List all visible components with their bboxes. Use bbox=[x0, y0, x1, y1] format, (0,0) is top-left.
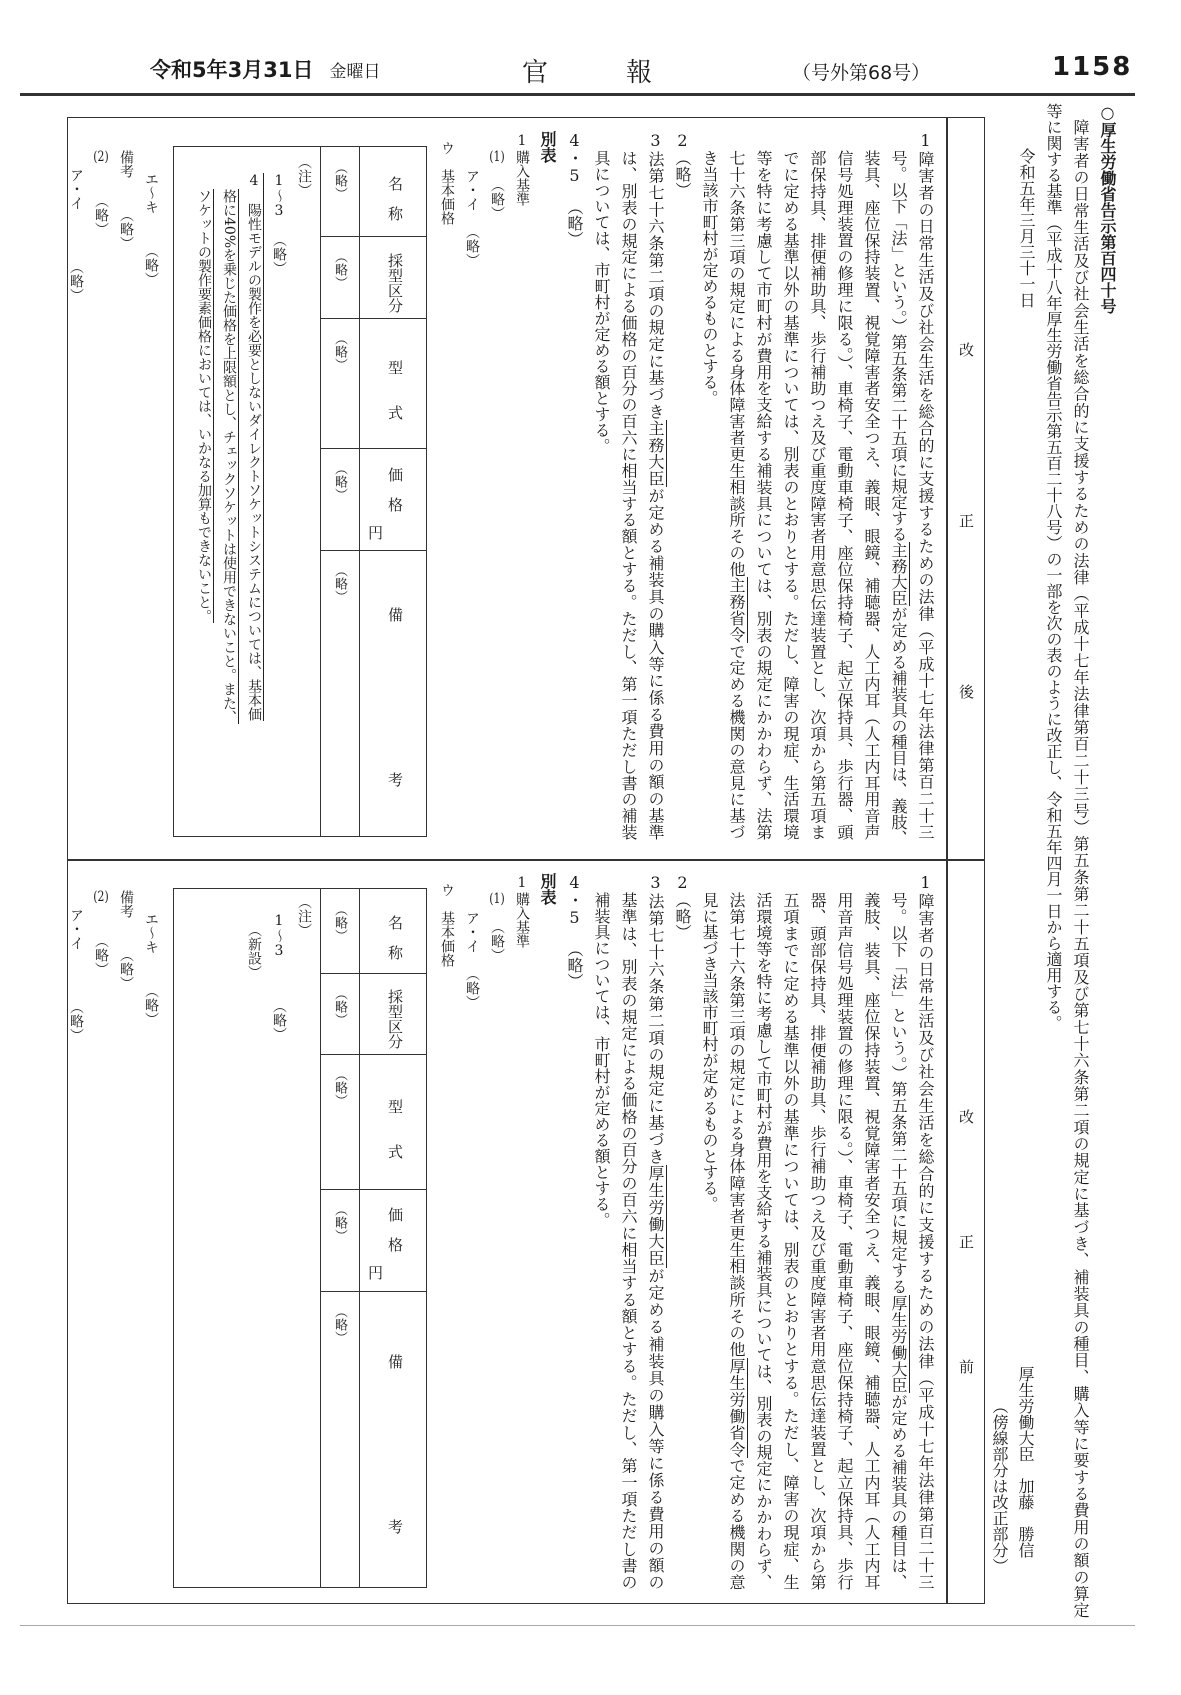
appendix-subitem bbox=[484, 131, 509, 840]
paragraph-line: は、別表の規定による価格の百分の百六に相当する額とする。ただし、第一項ただし書の補装 bbox=[619, 150, 638, 840]
paragraph-line: 活環境等を特に考慮して市町村が費用を支給する補装具については、別表の規定にかかわらず、 bbox=[754, 892, 773, 1591]
column-header-name bbox=[360, 901, 426, 973]
trailing-item bbox=[88, 890, 113, 1042]
paragraph-number: 4・5 bbox=[565, 131, 584, 185]
paragraph-2 bbox=[669, 131, 696, 840]
trailing-item bbox=[138, 150, 163, 302]
item-text: （略） bbox=[118, 948, 134, 990]
paragraph-line: 用音声信号処理装置の修理に限る。）、車椅子、電動車椅子、座位保持椅子、起立保持具、歩行 bbox=[835, 892, 854, 1590]
table-cell bbox=[321, 1291, 359, 1587]
item-label: ア・イ bbox=[464, 911, 480, 953]
appendix-title: 別表 bbox=[538, 873, 557, 905]
item-text: 基本価格 bbox=[439, 169, 455, 225]
after-text bbox=[434, 131, 939, 846]
amended-text: 厚生労働大臣 bbox=[646, 1165, 665, 1268]
issue-weekday: 金曜日 bbox=[329, 62, 381, 82]
note-number: 1～3 bbox=[271, 913, 287, 959]
header-text: 採型区分 bbox=[386, 989, 404, 1049]
header-text: 価 格 bbox=[386, 1206, 404, 1252]
header-after-revision bbox=[948, 117, 985, 859]
amended-text: 厚生労働大臣 bbox=[889, 1294, 908, 1394]
note-line bbox=[216, 155, 241, 825]
trailing-item bbox=[63, 890, 88, 1042]
line-text: 七十六条第三項の規定による身体障害者更生相談所その他 bbox=[727, 150, 746, 578]
paragraph-number: 2 bbox=[673, 131, 692, 150]
item-text: （略） bbox=[68, 1000, 84, 1042]
appendix-subitem bbox=[434, 131, 459, 840]
column-header-price bbox=[360, 459, 426, 519]
column-header-remarks bbox=[360, 597, 426, 837]
column-header-price bbox=[360, 1199, 426, 1259]
amended-text bbox=[246, 173, 264, 721]
paragraph-line: 部保持具、排便補助具、歩行補助つえ及び重度障害者用意思伝達装置とし、次項から第五項ま bbox=[808, 150, 827, 841]
line-text: 号。以下「法」という。）第五条第二十五項に規定する bbox=[889, 150, 908, 542]
price-unit: 円 bbox=[366, 525, 384, 540]
paragraph-number: 4・5 bbox=[565, 873, 584, 927]
paragraph-line bbox=[885, 873, 912, 1590]
header-text: 備 考 bbox=[386, 607, 404, 827]
appendix-subitem bbox=[484, 873, 509, 1590]
note-item bbox=[241, 155, 266, 825]
line-text: （略） bbox=[673, 150, 692, 198]
table-cell bbox=[321, 1189, 359, 1291]
item-text: （略） bbox=[464, 225, 480, 267]
issue-number: （号外第68号） bbox=[792, 62, 931, 84]
line-text: が定める補装具の種目は、義肢、 bbox=[889, 606, 908, 846]
paragraph-number: 1 bbox=[916, 131, 935, 150]
header-char: 正 bbox=[957, 1234, 975, 1249]
paragraph-line bbox=[723, 131, 750, 840]
appendix-item bbox=[509, 873, 534, 1590]
item-label: (2) bbox=[93, 150, 109, 164]
item-label: エ～キ bbox=[143, 912, 159, 954]
notice-date: 令和五年三月三十一日 bbox=[1017, 148, 1036, 308]
cell-text: （略） bbox=[332, 462, 347, 501]
cell-text: （略） bbox=[332, 161, 347, 200]
item-text: （略） bbox=[68, 260, 84, 302]
column-header-mold-type bbox=[360, 247, 426, 319]
table-divider bbox=[67, 859, 985, 861]
line-text: が定める補装具の購入等に係る費用の額の bbox=[646, 1267, 665, 1591]
issue-date-group bbox=[150, 54, 380, 84]
table-cell bbox=[321, 1054, 359, 1189]
item-number: 1 bbox=[514, 132, 530, 149]
line-text: 法第七十六条第三項の規定による身体障害者更生相談所その他 bbox=[727, 892, 746, 1358]
paragraph-line: 信号処理装置の修理に限る。）、車椅子、電動車椅子、座位保持椅子、起立保持具、歩行器、頭 bbox=[835, 150, 854, 840]
item-text: 基本価格 bbox=[439, 911, 455, 967]
table-cell bbox=[321, 973, 359, 1054]
table-cell bbox=[321, 550, 359, 836]
trailing-item bbox=[138, 890, 163, 1042]
header-text: 採型区分 bbox=[386, 253, 404, 313]
item-text: 購入基準 bbox=[514, 150, 530, 206]
header-before-revision bbox=[948, 859, 985, 1604]
item-text: （略） bbox=[143, 244, 159, 286]
note-item bbox=[266, 895, 291, 1565]
header-rule bbox=[20, 93, 1135, 96]
column-header-model bbox=[360, 332, 426, 448]
header-text: 備 考 bbox=[386, 1354, 404, 1574]
paragraph-line: 器、頭部保持具、排便補助具、歩行補助つえ及び重度障害者用意思伝達装置とし、次項から第 bbox=[808, 892, 827, 1590]
header-text: 型 式 bbox=[386, 360, 404, 420]
item-text: （略） bbox=[489, 920, 505, 962]
paragraph-number: 3 bbox=[646, 131, 665, 150]
column-header-mold-type bbox=[360, 984, 426, 1054]
footer-rule bbox=[20, 1625, 1135, 1626]
page-number: 1158 bbox=[1052, 52, 1133, 82]
item-text: （略） bbox=[118, 208, 134, 250]
notes-label: （注） bbox=[296, 155, 312, 197]
line-text: 障害者の日常生活及び社会生活を総合的に支援するための法律（平成十七年法律第百二十三 bbox=[916, 150, 935, 840]
notes-after bbox=[191, 155, 316, 825]
item-label: ア・イ bbox=[68, 908, 84, 950]
cell-text: （略） bbox=[332, 1305, 347, 1344]
table-cell bbox=[321, 318, 359, 448]
issue-date: 令和5年3月31日 bbox=[150, 58, 314, 82]
item-text: （略） bbox=[143, 984, 159, 1026]
item-text: （略） bbox=[93, 934, 109, 976]
note-text: 陽性モデルの製作を必要としないダイレクトソケットシステムについては、基本価 bbox=[246, 203, 262, 721]
note-number: 1～3 bbox=[271, 173, 287, 219]
line-text: 法第七十六条第二項の規定に基づき bbox=[646, 150, 665, 421]
paragraph-line: 等を特に考慮して市町村が費用を支給する補装具については、別表の規定にかかわらず、法第 bbox=[754, 150, 773, 841]
table-cell bbox=[321, 889, 359, 973]
appendix-item bbox=[509, 131, 534, 840]
paragraph-2 bbox=[669, 873, 696, 1590]
line-text: で定める機関の意見に基づ bbox=[727, 643, 746, 841]
before-trailing-items bbox=[63, 890, 163, 1042]
item-label: ア・イ bbox=[68, 168, 84, 210]
notice-title: ○厚生労働省告示第百四十号 bbox=[1098, 103, 1117, 314]
note-text: （略） bbox=[271, 233, 287, 275]
amended-text: 格に40%を乗じた価格を上限額とし、チェックソケットは使用できないこと。また、 bbox=[221, 189, 237, 725]
line-text: 法第七十六条第二項の規定に基づき bbox=[646, 892, 665, 1166]
after-trailing-items bbox=[63, 150, 163, 302]
header-char: 正 bbox=[957, 513, 975, 528]
note-new: （新設） bbox=[246, 923, 262, 979]
header-char: 改 bbox=[957, 342, 975, 357]
column-header-name bbox=[360, 159, 426, 237]
gazette-name-2: 報 bbox=[626, 58, 653, 88]
minister-signature: 厚生労働大臣 加藤 勝信 bbox=[1016, 1366, 1035, 1558]
paragraph-line: き当該市町村が定めるものとする。 bbox=[700, 150, 719, 406]
paragraph-number: 1 bbox=[916, 873, 935, 892]
appendix-subitem bbox=[459, 131, 484, 840]
paragraph-line bbox=[912, 873, 939, 1590]
header-char: 前 bbox=[957, 1359, 975, 1374]
paragraph-4-5 bbox=[561, 131, 588, 840]
before-text bbox=[434, 873, 939, 1590]
header-char: 後 bbox=[957, 684, 975, 699]
cell-text: （略） bbox=[332, 332, 347, 371]
item-label: ア・イ bbox=[464, 169, 480, 211]
appendix-subitem bbox=[434, 873, 459, 1590]
paragraph-line bbox=[885, 131, 912, 846]
item-label: エ～キ bbox=[143, 172, 159, 214]
line-text: （略） bbox=[565, 199, 584, 247]
note-item bbox=[266, 155, 291, 825]
note-line bbox=[191, 155, 216, 825]
item-text: 購入基準 bbox=[514, 892, 530, 948]
trailing-item bbox=[63, 150, 88, 302]
item-label: ウ bbox=[439, 883, 455, 897]
notes-label: （注） bbox=[296, 895, 312, 937]
gazette-name-1: 官 bbox=[522, 58, 549, 88]
sideline-note: （傍線部分は改正部分） bbox=[990, 1398, 1009, 1574]
item-label: 備考 bbox=[118, 150, 134, 178]
paragraph-line bbox=[723, 873, 750, 1590]
paragraph-line: 装具、座位保持装置、視覚障害者安全つえ、義眼、眼鏡、補聴器、人工内耳（人工内耳用音声 bbox=[862, 150, 881, 840]
paragraph-line: 具については、市町村が定める額とする。 bbox=[592, 150, 611, 454]
notice-body-line: 障害者の日常生活及び社会生活を総合的に支援するための法律（平成十七年法律第百二十三号）第五条第二十五項及び第七十六条第二項の規定に基づき、補装具の種目、購入等に要する費用の額の算定 bbox=[1071, 119, 1090, 1619]
paragraph-line bbox=[642, 131, 669, 840]
header-text: 名 称 bbox=[386, 175, 404, 221]
appendix-subitem bbox=[459, 873, 484, 1590]
trailing-item bbox=[113, 150, 138, 302]
cell-text: （略） bbox=[332, 564, 347, 603]
trailing-item bbox=[113, 890, 138, 1042]
header-text: 型 式 bbox=[386, 1099, 404, 1159]
appendix-title: 別表 bbox=[538, 131, 557, 163]
header-text: 価 格 bbox=[386, 466, 404, 512]
paragraph-number: 2 bbox=[673, 873, 692, 892]
cell-text: （略） bbox=[332, 1068, 347, 1107]
column-header-remarks bbox=[360, 1339, 426, 1589]
cell-text: （略） bbox=[332, 987, 347, 1026]
table-cell bbox=[321, 448, 359, 550]
cell-text: （略） bbox=[332, 903, 347, 942]
item-number: (1) bbox=[489, 892, 505, 906]
table-cell bbox=[321, 147, 359, 236]
line-text: が定める補装具の購入等に係る費用の額の基準 bbox=[646, 487, 665, 841]
amended-text: ソケットの製作要素価格においては、いかなる加算もできないこと。 bbox=[196, 189, 212, 623]
header-char: 改 bbox=[957, 1109, 975, 1124]
item-label: 備考 bbox=[118, 890, 134, 918]
item-text: （略） bbox=[489, 178, 505, 220]
paragraph-line: 基準は、別表の規定による価格の百分の百六に相当する額とする。ただし、第一項ただし書の bbox=[619, 892, 638, 1590]
note-number: 4 bbox=[246, 173, 262, 189]
item-label: ウ bbox=[439, 141, 455, 155]
line-text: が定める補装具の種目は、 bbox=[889, 1393, 908, 1591]
trailing-item bbox=[88, 150, 113, 302]
notice-body-line: 等に関する基準（平成十八年厚生労働省告示第五百二十八号）の一部を次の表のように改正し、令和五年四月一日から適用する。 bbox=[1044, 103, 1063, 1031]
cell-text: （略） bbox=[332, 1203, 347, 1242]
line-text: 障害者の日常生活及び社会生活を総合的に支援するための法律（平成十七年法律第百二十三 bbox=[916, 892, 935, 1590]
paragraph-line: 義肢、装具、座位保持装置、視覚障害者安全つえ、義眼、眼鏡、補聴器、人工内耳（人工内耳 bbox=[862, 892, 881, 1590]
header-text: 名 称 bbox=[386, 914, 404, 960]
note-text: （略） bbox=[271, 999, 287, 1041]
line-text: 号。以下「法」という。）第五条第二十五項に規定する bbox=[889, 892, 908, 1295]
paragraph-4-5 bbox=[561, 873, 588, 1590]
cell-text: （略） bbox=[332, 250, 347, 289]
amended-text: 主務大臣 bbox=[646, 420, 665, 488]
price-unit: 円 bbox=[366, 1265, 384, 1280]
line-text: （略） bbox=[673, 892, 692, 940]
amended-text: 厚生労働省令 bbox=[727, 1357, 746, 1458]
line-text: で定める機関の意 bbox=[727, 1457, 746, 1591]
paragraph-line bbox=[642, 873, 669, 1590]
item-number: (1) bbox=[489, 150, 505, 164]
notes-before bbox=[241, 895, 316, 1565]
table-cell bbox=[321, 236, 359, 318]
item-label: (2) bbox=[93, 890, 109, 904]
column-header-model bbox=[360, 1069, 426, 1189]
paragraph-line bbox=[912, 131, 939, 840]
line-text: （略） bbox=[565, 941, 584, 989]
paragraph-line: でに定める基準以外の基準については、別表のとおりとする。ただし、障害の現症、生活環境 bbox=[781, 150, 800, 841]
paragraph-line: 五項までに定める基準以外の基準については、別表のとおりとする。ただし、障害の現症、生 bbox=[781, 892, 800, 1591]
amended-text: 主務省令 bbox=[727, 577, 746, 644]
paragraph-line: 見に基づき当該市町村が定めるものとする。 bbox=[700, 892, 719, 1212]
item-number: 1 bbox=[514, 874, 530, 891]
item-text: （略） bbox=[464, 967, 480, 1009]
item-text: （略） bbox=[93, 194, 109, 236]
paragraph-number: 3 bbox=[646, 873, 665, 892]
amended-text: 主務大臣 bbox=[889, 542, 908, 606]
paragraph-line: 補装具については、市町村が定める額とする。 bbox=[592, 892, 611, 1228]
